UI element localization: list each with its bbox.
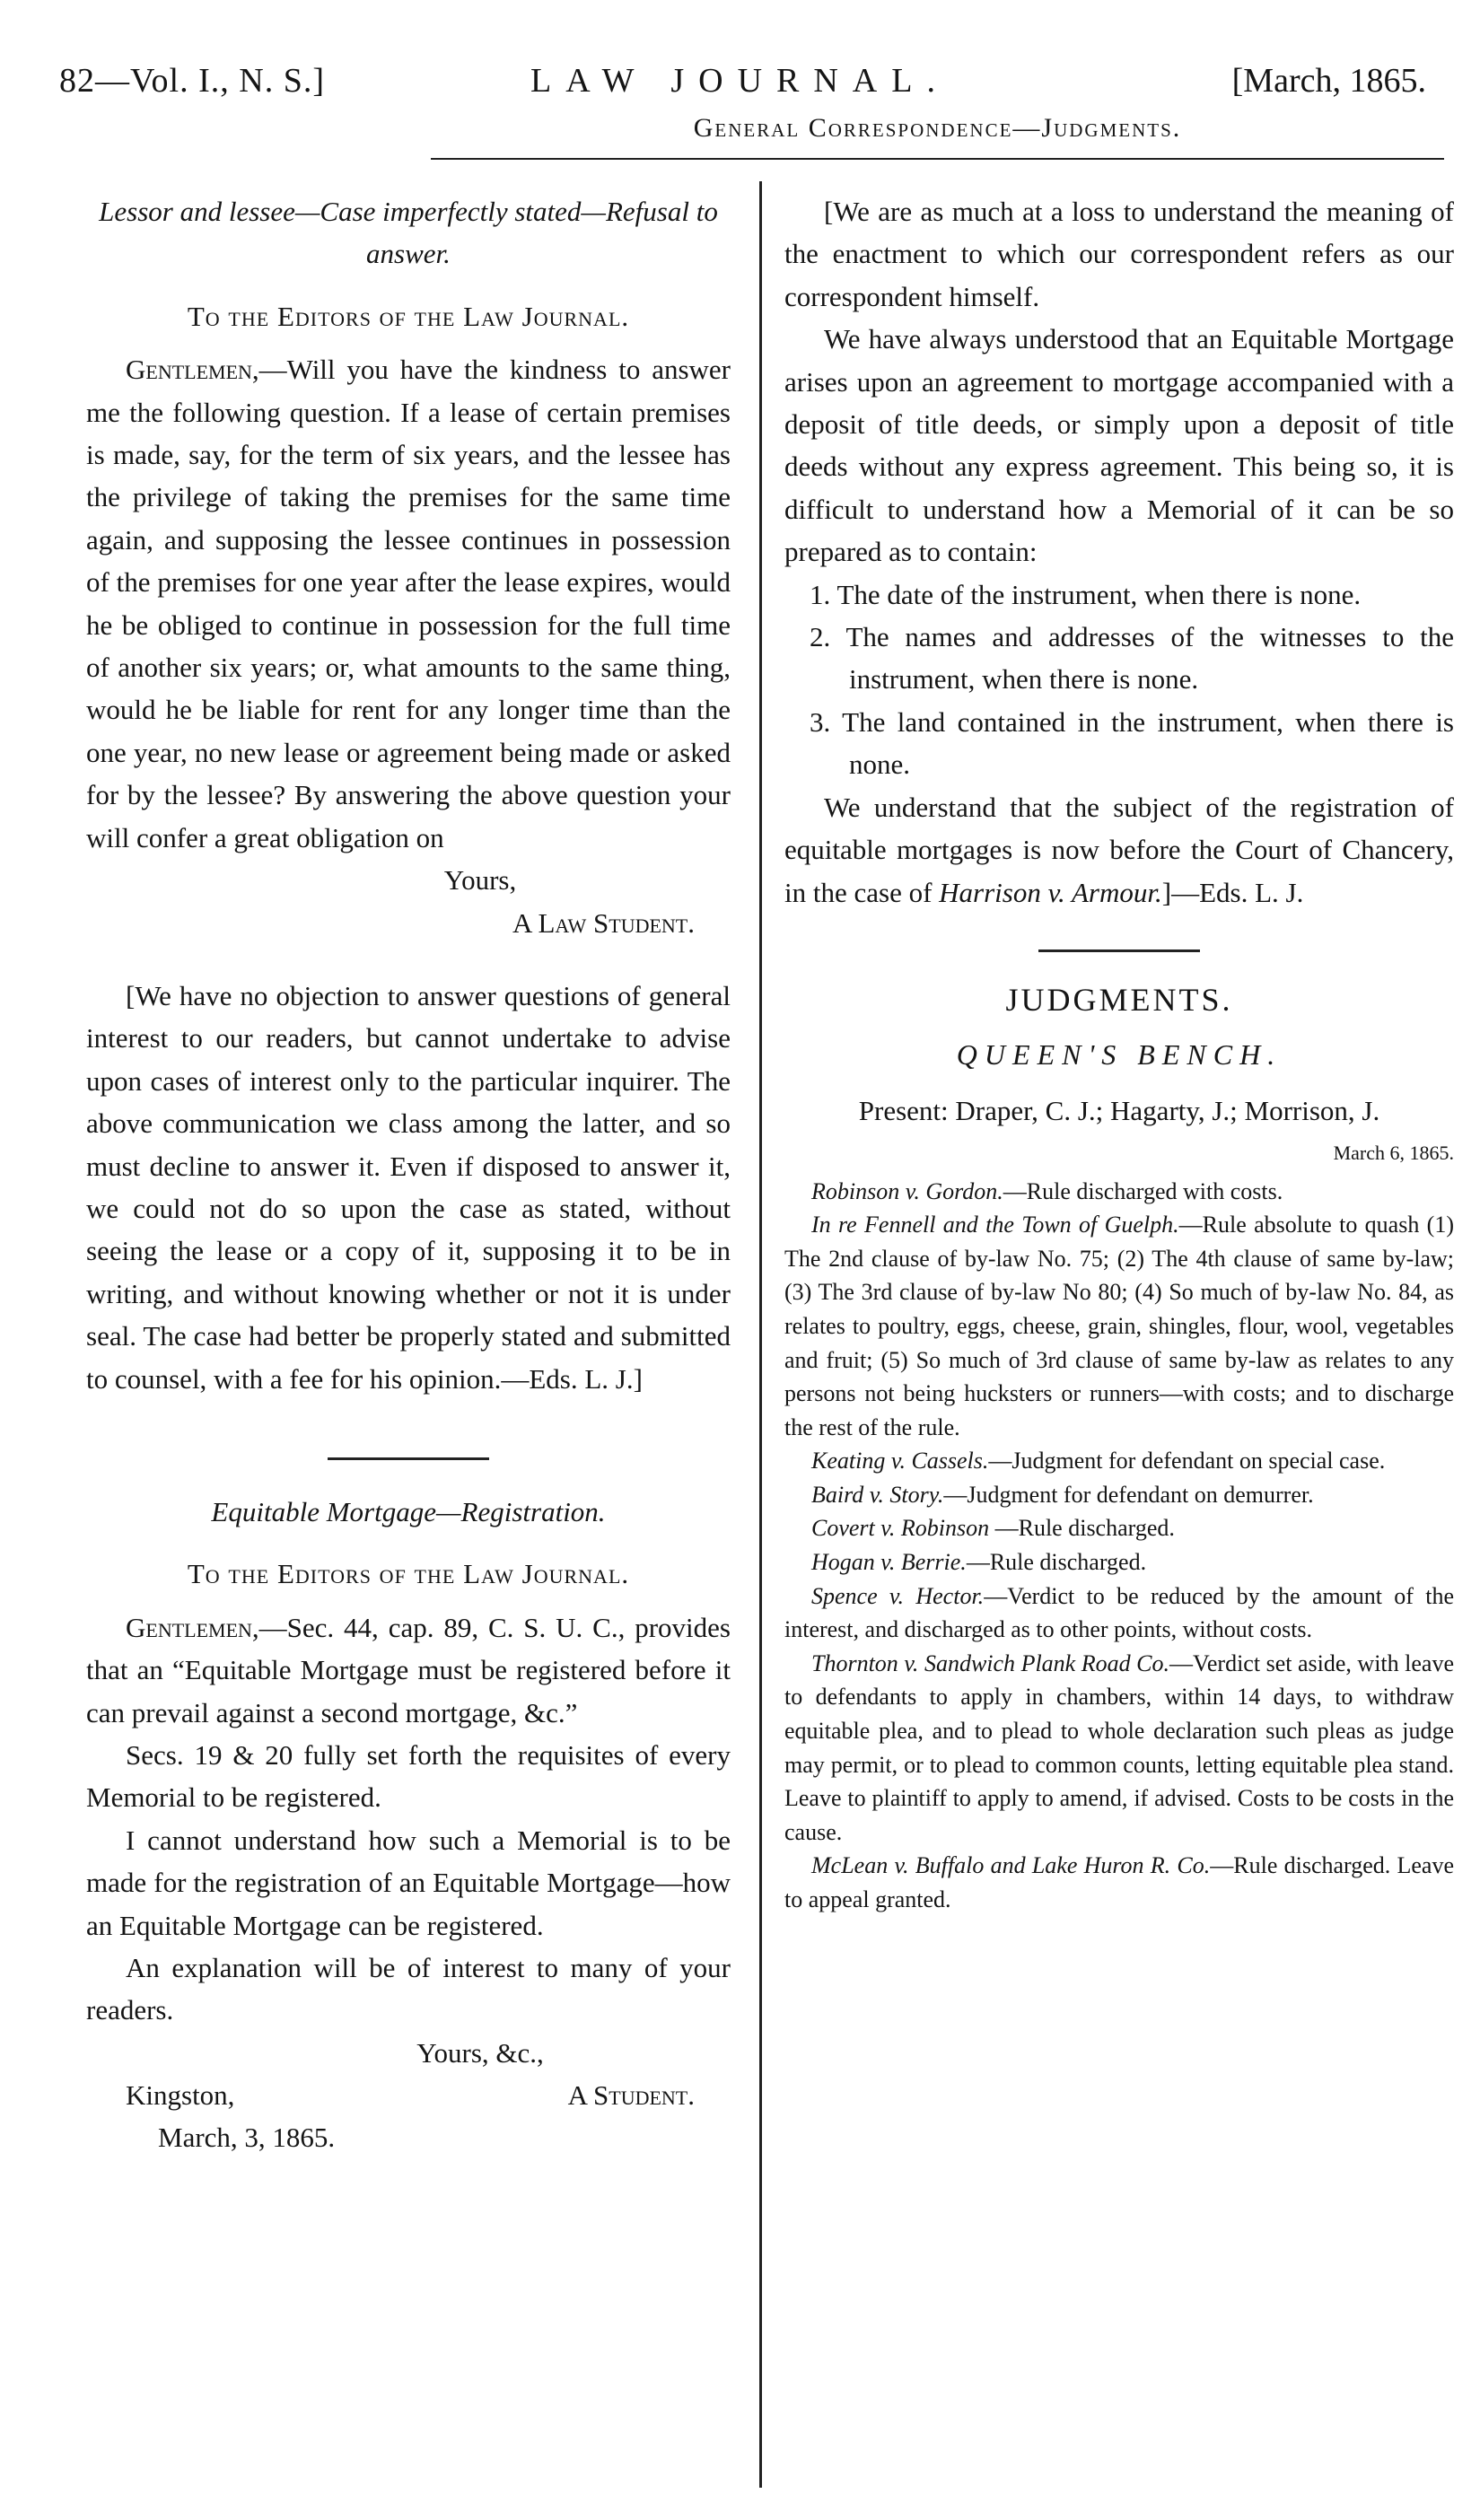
reply2-item-3: 3. The land contained in the instrument, when there is none. [810, 705, 1454, 781]
letter2-place: Kingston, [126, 2079, 235, 2112]
case-item: In re Fennell and the Town of Guelph.—Rule absolute to quash (1) The 2nd clause of by-law No. 75; (2) The 4th clause of same by-law; (3) The 3rd clause of by-law No 80; (4) So much of by-law No. 84, as relates to poultry, eggs, cheese, grain, shingles, flour, wool, vegetables and fruit; (5) So much of 3rd clause of same by-law as relates to any persons not being hucksters or runners—with costs; and to discharge the rest of the rule. [784, 1212, 1455, 1440]
letter2-p3: I cannot understand how such a Memorial is to be made for the registration of an Equitable Mortgage—how an Equitable Mortgage can be registered. [86, 1824, 731, 1941]
letter2-p1: Gentlemen,—Sec. 44, cap. 89, C. S. U. C., provides that an “Equitable Mortgage must be registered before it can prevail against a second mortgage, &c.” [86, 1611, 731, 1728]
issue-date: [March, 1865. [1231, 62, 1426, 100]
letter2-p4: An explanation will be of interest to many of your readers. [86, 1952, 731, 2026]
letter2-addressee: To the Editors of the Law Journal. [187, 1558, 630, 1590]
letter1-reply: [We have no objection to answer questions of general interest to our readers, but cannot undertake to advise upon cases of interest only to the particular inquirer. The above communication we class among the latter, and so must decline to answer it. Even if disposed to answer it, we could not do so upon the case as stated, without seeing the lease or a copy of it, supposing it to be in writing, and without knowing whether or not it is under seal. The case had better be properly stated and submitted to counsel, with a fee for his opinion.—Eds. L. J.] [86, 979, 731, 1395]
letter2-closing: Yours, &c., [416, 2036, 544, 2069]
right-column [784, 190, 1454, 2506]
journal-title: LAW JOURNAL. [530, 62, 950, 100]
case-item: Spence v. Hector.—Verdict to be reduced by the amount of the interest, and discharged as to other points, without costs. [784, 1582, 1455, 1643]
letter2-p2: Secs. 19 & 20 fully set forth the requisites of every Memorial to be registered. [86, 1739, 731, 1814]
case-item: Baird v. Story.—Judgment for defendant on demurrer. [811, 1481, 1314, 1508]
letter2-signoff [86, 2074, 731, 2116]
reply2-p2: We have always understood that an Equitable Mortgage arises upon an agreement to mortgage accompanied with a deposit of title deeds, or simply upon a deposit of title deeds without any express agreement. This being so, it is difficult to understand how a Memorial of it can be so prepared as to contain: [784, 323, 1454, 568]
column-divider [759, 181, 762, 2488]
running-header [36, 36, 1444, 108]
section-heading: General Correspondence—Judgments. [431, 113, 1444, 160]
judgment-date: March 6, 1865. [1333, 1142, 1454, 1165]
letter2-title: Equitable Mortgage—Registration. [211, 1495, 606, 1527]
case-item: Robinson v. Gordon.—Rule discharged with costs. [811, 1177, 1283, 1204]
case-item: McLean v. Buffalo and Lake Huron R. Co.—Rule discharged. Leave to appeal granted. [784, 1852, 1454, 1912]
volume-label: 82—Vol. I., N. S.] [59, 62, 325, 100]
left-column [86, 190, 731, 2506]
letter1-signature: A Law Student. [512, 906, 695, 939]
letter1-addressee: To the Editors of the Law Journal. [187, 300, 630, 332]
case-item: Covert v. Robinson —Rule discharged. [811, 1515, 1175, 1542]
separator-rule [328, 1457, 489, 1460]
columns [57, 190, 1458, 2506]
reply2-p3: We understand that the subject of the registration of equitable mortgages is now before the Court of Chancery, in the case of Harrison v. Armour.]—Eds. L. J. [784, 791, 1454, 908]
present-judges: Present: Draper, C. J.; Hagarty, J.; Morrison, J. [858, 1094, 1380, 1126]
letter2-date: March, 3, 1865. [158, 2122, 336, 2154]
letter1-closing: Yours, [443, 864, 517, 897]
case-item: Thornton v. Sandwich Plank Road Co.—Verdict set aside, with leave to defendants to apply in chambers, within 14 days, to withdraw equitable plea, and to plead to whole declaration such pleas as judge may permit, or to plead to common counts, letting equitable plea stand. Leave to plaintiff to apply to amend, if advised. Costs to be costs in the cause. [784, 1649, 1455, 1845]
case-list [784, 1175, 1454, 1917]
letter2-signature: A Student. [567, 2079, 695, 2112]
reply2-p1: [We are as much at a loss to understand the meaning of the enactment to which our correspondent refers as our correspondent himself. [784, 196, 1454, 312]
judgments-title: JUDGMENTS. [1005, 981, 1233, 1018]
case-item: Hogan v. Berrie.—Rule discharged. [811, 1549, 1147, 1576]
court-name: QUEEN'S BENCH. [956, 1038, 1283, 1072]
reply2-item-1: 1. The date of the instrument, when there is none. [810, 578, 1362, 610]
reply2-item-2: 2. The names and addresses of the witnesses to the instrument, when there is none. [810, 621, 1454, 696]
case-item: Keating v. Cassels.—Judgment for defendant on special case. [811, 1448, 1386, 1474]
judgments-rule [1038, 949, 1200, 952]
letter1-body: Gentlemen,—Will you have the kindness to answer me the following question. If a lease of certain premises is made, say, for the term of six years, and the lessee has the privilege of taking the premises for the same time again, and supposing the lessee continues in possession of the premises for one year after the lease expires, would he be obliged to continue in possession for the full time of another six years; or, what amounts to the same thing, would he be liable for rent for any longer time than the one year, no new lease or agreement being made or asked for by the lessee? By answering the above question your will confer a great obligation on [86, 354, 731, 853]
letter1-title: Lessor and lessee—Case imperfectly stated—Refusal to answer. [99, 196, 718, 270]
